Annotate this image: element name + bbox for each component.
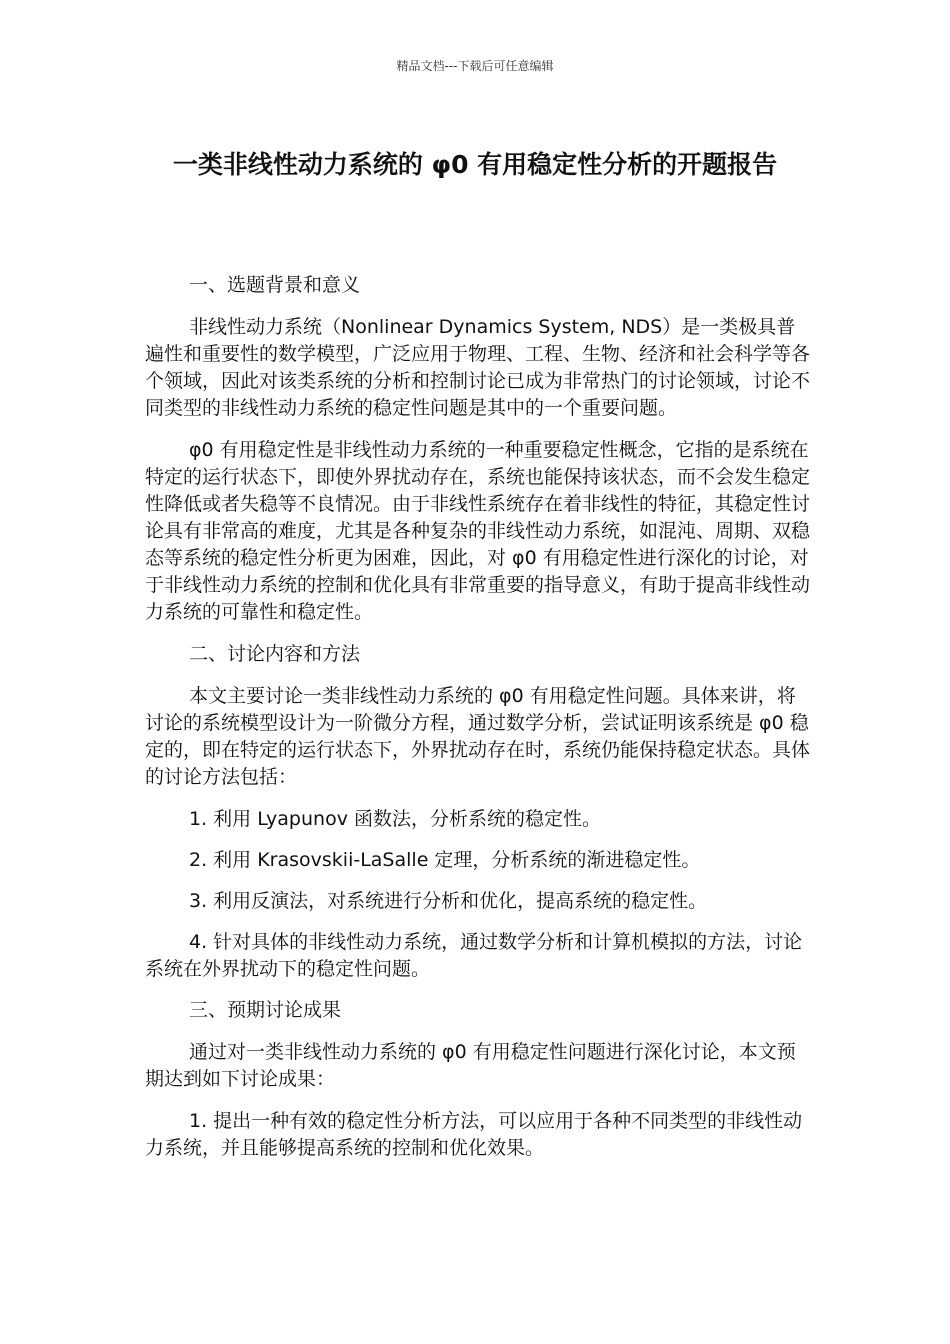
list-item: 1. 提出一种有效的稳定性分析方法，可以应用于各种不同类型的非线性动力系统，并且能够提高系统的控制和优化效果。 (145, 1110, 803, 1159)
section-heading-content-methods: 二、讨论内容和方法 (189, 643, 361, 665)
list-item: 2. 利用 Krasovskii-LaSalle 定理，分析系统的渐进稳定性。 (189, 849, 701, 871)
section-heading-expected-results: 三、预期讨论成果 (189, 999, 342, 1021)
list-item: 3. 利用反演法，对系统进行分析和优化，提高系统的稳定性。 (189, 890, 708, 912)
paragraph: φ0 有用稳定性是非线性动力系统的一种重要稳定性概念，它指的是系统在特定的运行状态下，即使外界扰动存在，系统也能保持该状态，而不会发生稳定性降低或者失稳等不良情况。由于非线性系统存在着非线性的特征，其稳定性讨论具有非常高的难度，尤其是各种复杂的非线性动力系统，如混沌、周期、双稳态等系统的稳定性分析更为困难，因此，对 φ0 有用稳定性进行深化的讨论，对于非线性动力系统的控制和优化具有非常重要的指导意义，有助于提高非线性动力系统的可靠性和稳定性。 (145, 439, 811, 623)
document-body (145, 272, 813, 1176)
paragraph: 通过对一类非线性动力系统的 φ0 有用稳定性问题进行深化讨论，本文预期达到如下讨论成果： (145, 1041, 796, 1090)
header-note: 精品文档---下载后可任意编辑 (396, 59, 554, 73)
paragraph: 非线性动力系统（Nonlinear Dynamics System, NDS）是一类极具普遍性和重要性的数学模型，广泛应用于物理、工程、生物、经济和社会科学等各个领域，因此对该类系统的分析和控制讨论已成为非常热门的讨论领域，讨论不同类型的非线性动力系统的稳定性问题是其中的一个重要问题。 (145, 316, 811, 419)
list-item: 1. 利用 Lyapunov 函数法，分析系统的稳定性。 (189, 808, 601, 830)
list-item: 4. 针对具体的非线性动力系统，通过数学分析和计算机模拟的方法，讨论系统在外界扰动下的稳定性问题。 (145, 931, 803, 980)
document-title: 一类非线性动力系统的 φ0 有用稳定性分析的开题报告 (172, 150, 778, 179)
paragraph: 本文主要讨论一类非线性动力系统的 φ0 有用稳定性问题。具体来讲，将讨论的系统模型设计为一阶微分方程，通过数学分析，尝试证明该系统是 φ0 稳定的，即在特定的运行状态下，外界扰动存在时，系统仍能保持稳定状态。具体的讨论方法包括： (145, 685, 811, 788)
section-heading-background: 一、选题背景和意义 (189, 274, 361, 296)
